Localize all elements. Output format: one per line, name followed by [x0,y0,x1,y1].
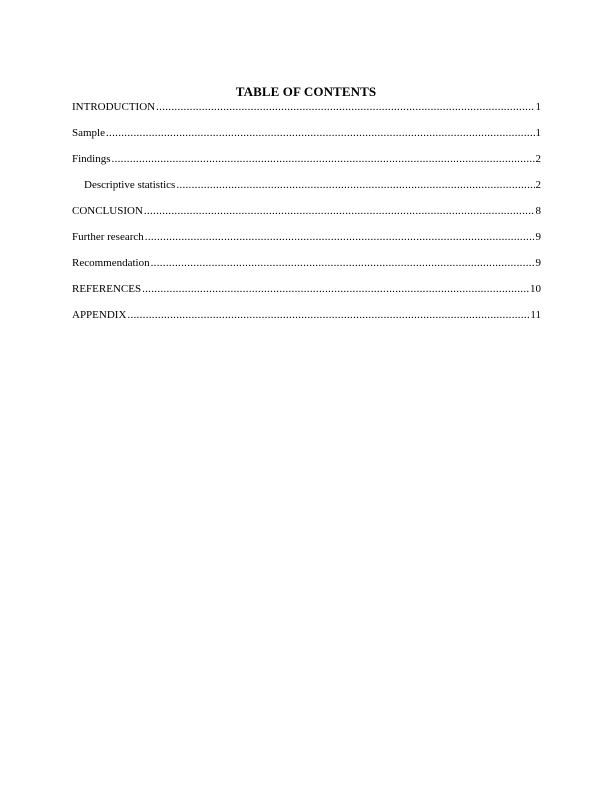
toc-dot-leader [176,179,534,191]
toc-entry-findings[interactable] [72,153,541,165]
toc-entry-page-number: 2 [535,179,541,191]
toc-entry-label: INTRODUCTION [72,101,156,113]
toc-entry-label: REFERENCES [72,283,142,295]
toc-entry-further-research[interactable] [72,231,541,243]
toc-entry-label: Descriptive statistics [84,179,176,191]
toc-entry-appendix[interactable] [72,309,541,321]
toc-title: TABLE OF CONTENTS [235,84,377,99]
toc-entry-label: CONCLUSION [72,205,143,217]
toc-entry-label: APPENDIX [72,309,127,321]
toc-entry-page-number: 9 [535,257,541,269]
toc-entry-page-number: 9 [535,231,541,243]
toc-entry-page-number: 10 [530,283,541,295]
toc-entry-label: Further research [72,231,144,243]
toc-dot-leader [151,257,535,269]
toc-dot-leader [144,205,535,217]
toc-entry-descriptive-statistics[interactable] [72,179,541,191]
toc-entry-introduction[interactable] [72,101,541,113]
toc-dot-leader [127,309,529,321]
toc-entry-label: Findings [72,153,111,165]
toc-entry-conclusion[interactable] [72,205,541,217]
toc-entry-references[interactable] [72,283,541,295]
toc-entry-label: Recommendation [72,257,150,269]
toc-entry-sample[interactable] [72,127,541,139]
toc-dot-leader [145,231,535,243]
toc-entry-page-number: 8 [535,205,541,217]
toc-dot-leader [142,283,529,295]
toc-entry-page-number: 1 [535,101,541,113]
toc-entry-label: Sample [72,127,105,139]
toc-entry-page-number: 1 [535,127,541,139]
toc-entry-page-number: 11 [530,309,541,321]
toc-dot-leader [106,127,535,139]
toc-dot-leader [112,153,535,165]
toc-entry-recommendation[interactable] [72,257,541,269]
toc-dot-leader [156,101,534,113]
toc-list [72,101,541,335]
toc-entry-page-number: 2 [535,153,541,165]
